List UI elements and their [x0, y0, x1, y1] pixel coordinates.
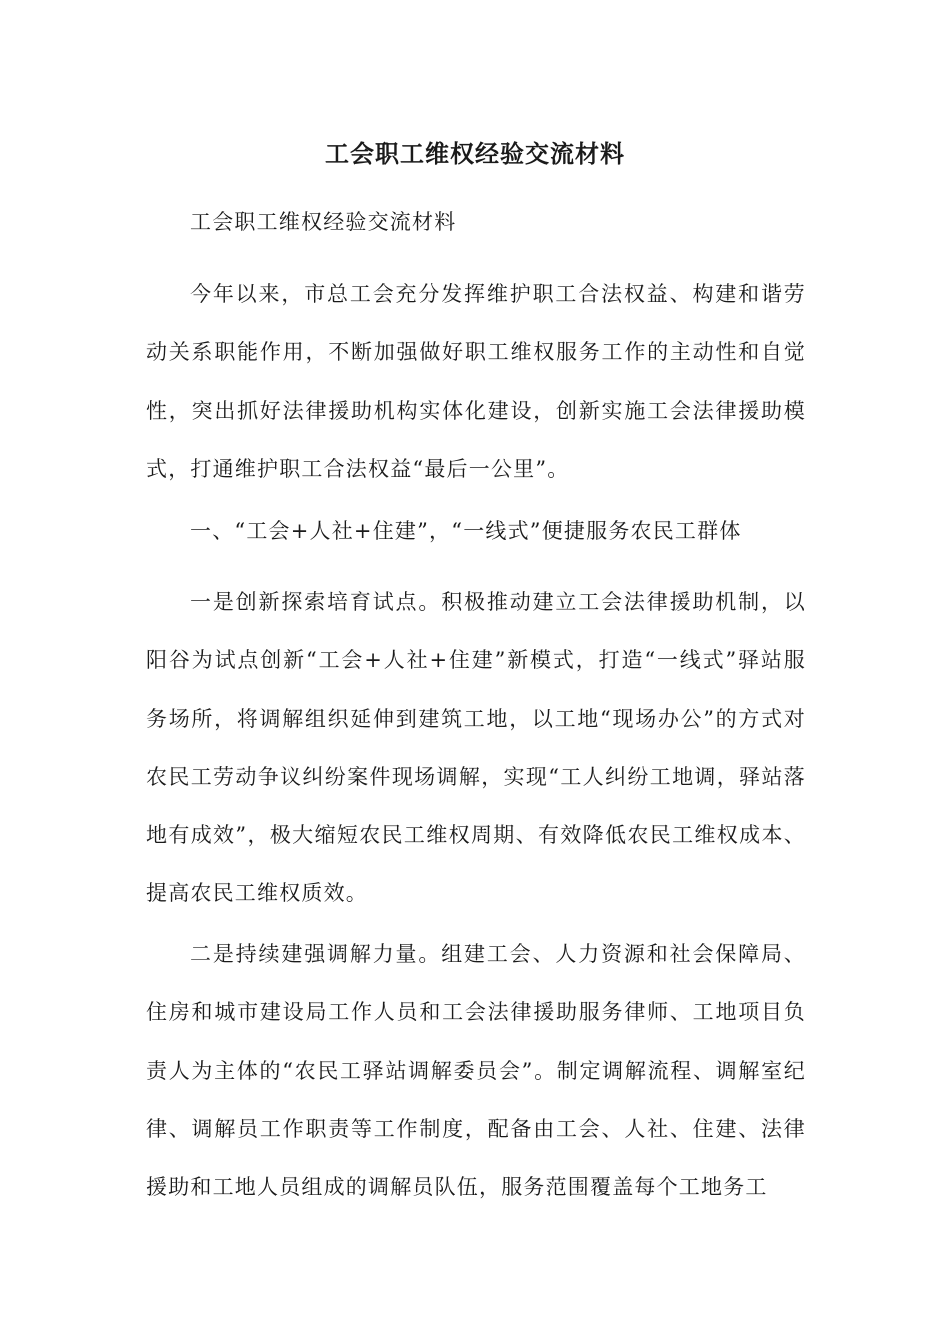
document-title: 工会职工维权经验交流材料: [325, 139, 625, 168]
paragraph-intro: 今年以来，市总工会充分发挥维护职工合法权益、构建和谐劳动关系职能作用，不断加强做好职工维权服务工作的主动性和自觉性，突出抓好法律援助机构实体化建设，创新实施工会法律援助模式，打通维护职工合法权益“最后一公里”。: [146, 282, 806, 481]
section-heading-one: 一、“工会+人社+住建”，“一线式”便捷服务农民工群体: [190, 519, 742, 543]
paragraph-point-two: 二是持续建强调解力量。组建工会、人力资源和社会保障局、住房和城市建设局工作人员和工会法律援助服务律师、工地项目负责人为主体的“农民工驿站调解委员会”。制定调解流程、调解室纪律、调解员工作职责等工作制度，配备由工会、人社、住建、法律援助和工地人员组成的调解员队伍，服务范围覆盖每个工地务工: [146, 942, 806, 1200]
document-subtitle: 工会职工维权经验交流材料: [190, 210, 457, 234]
paragraph-point-one: 一是创新探索培育试点。积极推动建立工会法律援助机制，以阳谷为试点创新“工会+人社+住建”新模式，打造“一线式”驿站服务场所，将调解组织延伸到建筑工地，以工地“现场办公”的方式对农民工劳动争议纠纷案件现场调解，实现“工人纠纷工地调，驿站落地有成效”，极大缩短农民工维权周期、有效降低农民工维权成本、提高农民工维权质效。: [146, 590, 806, 906]
